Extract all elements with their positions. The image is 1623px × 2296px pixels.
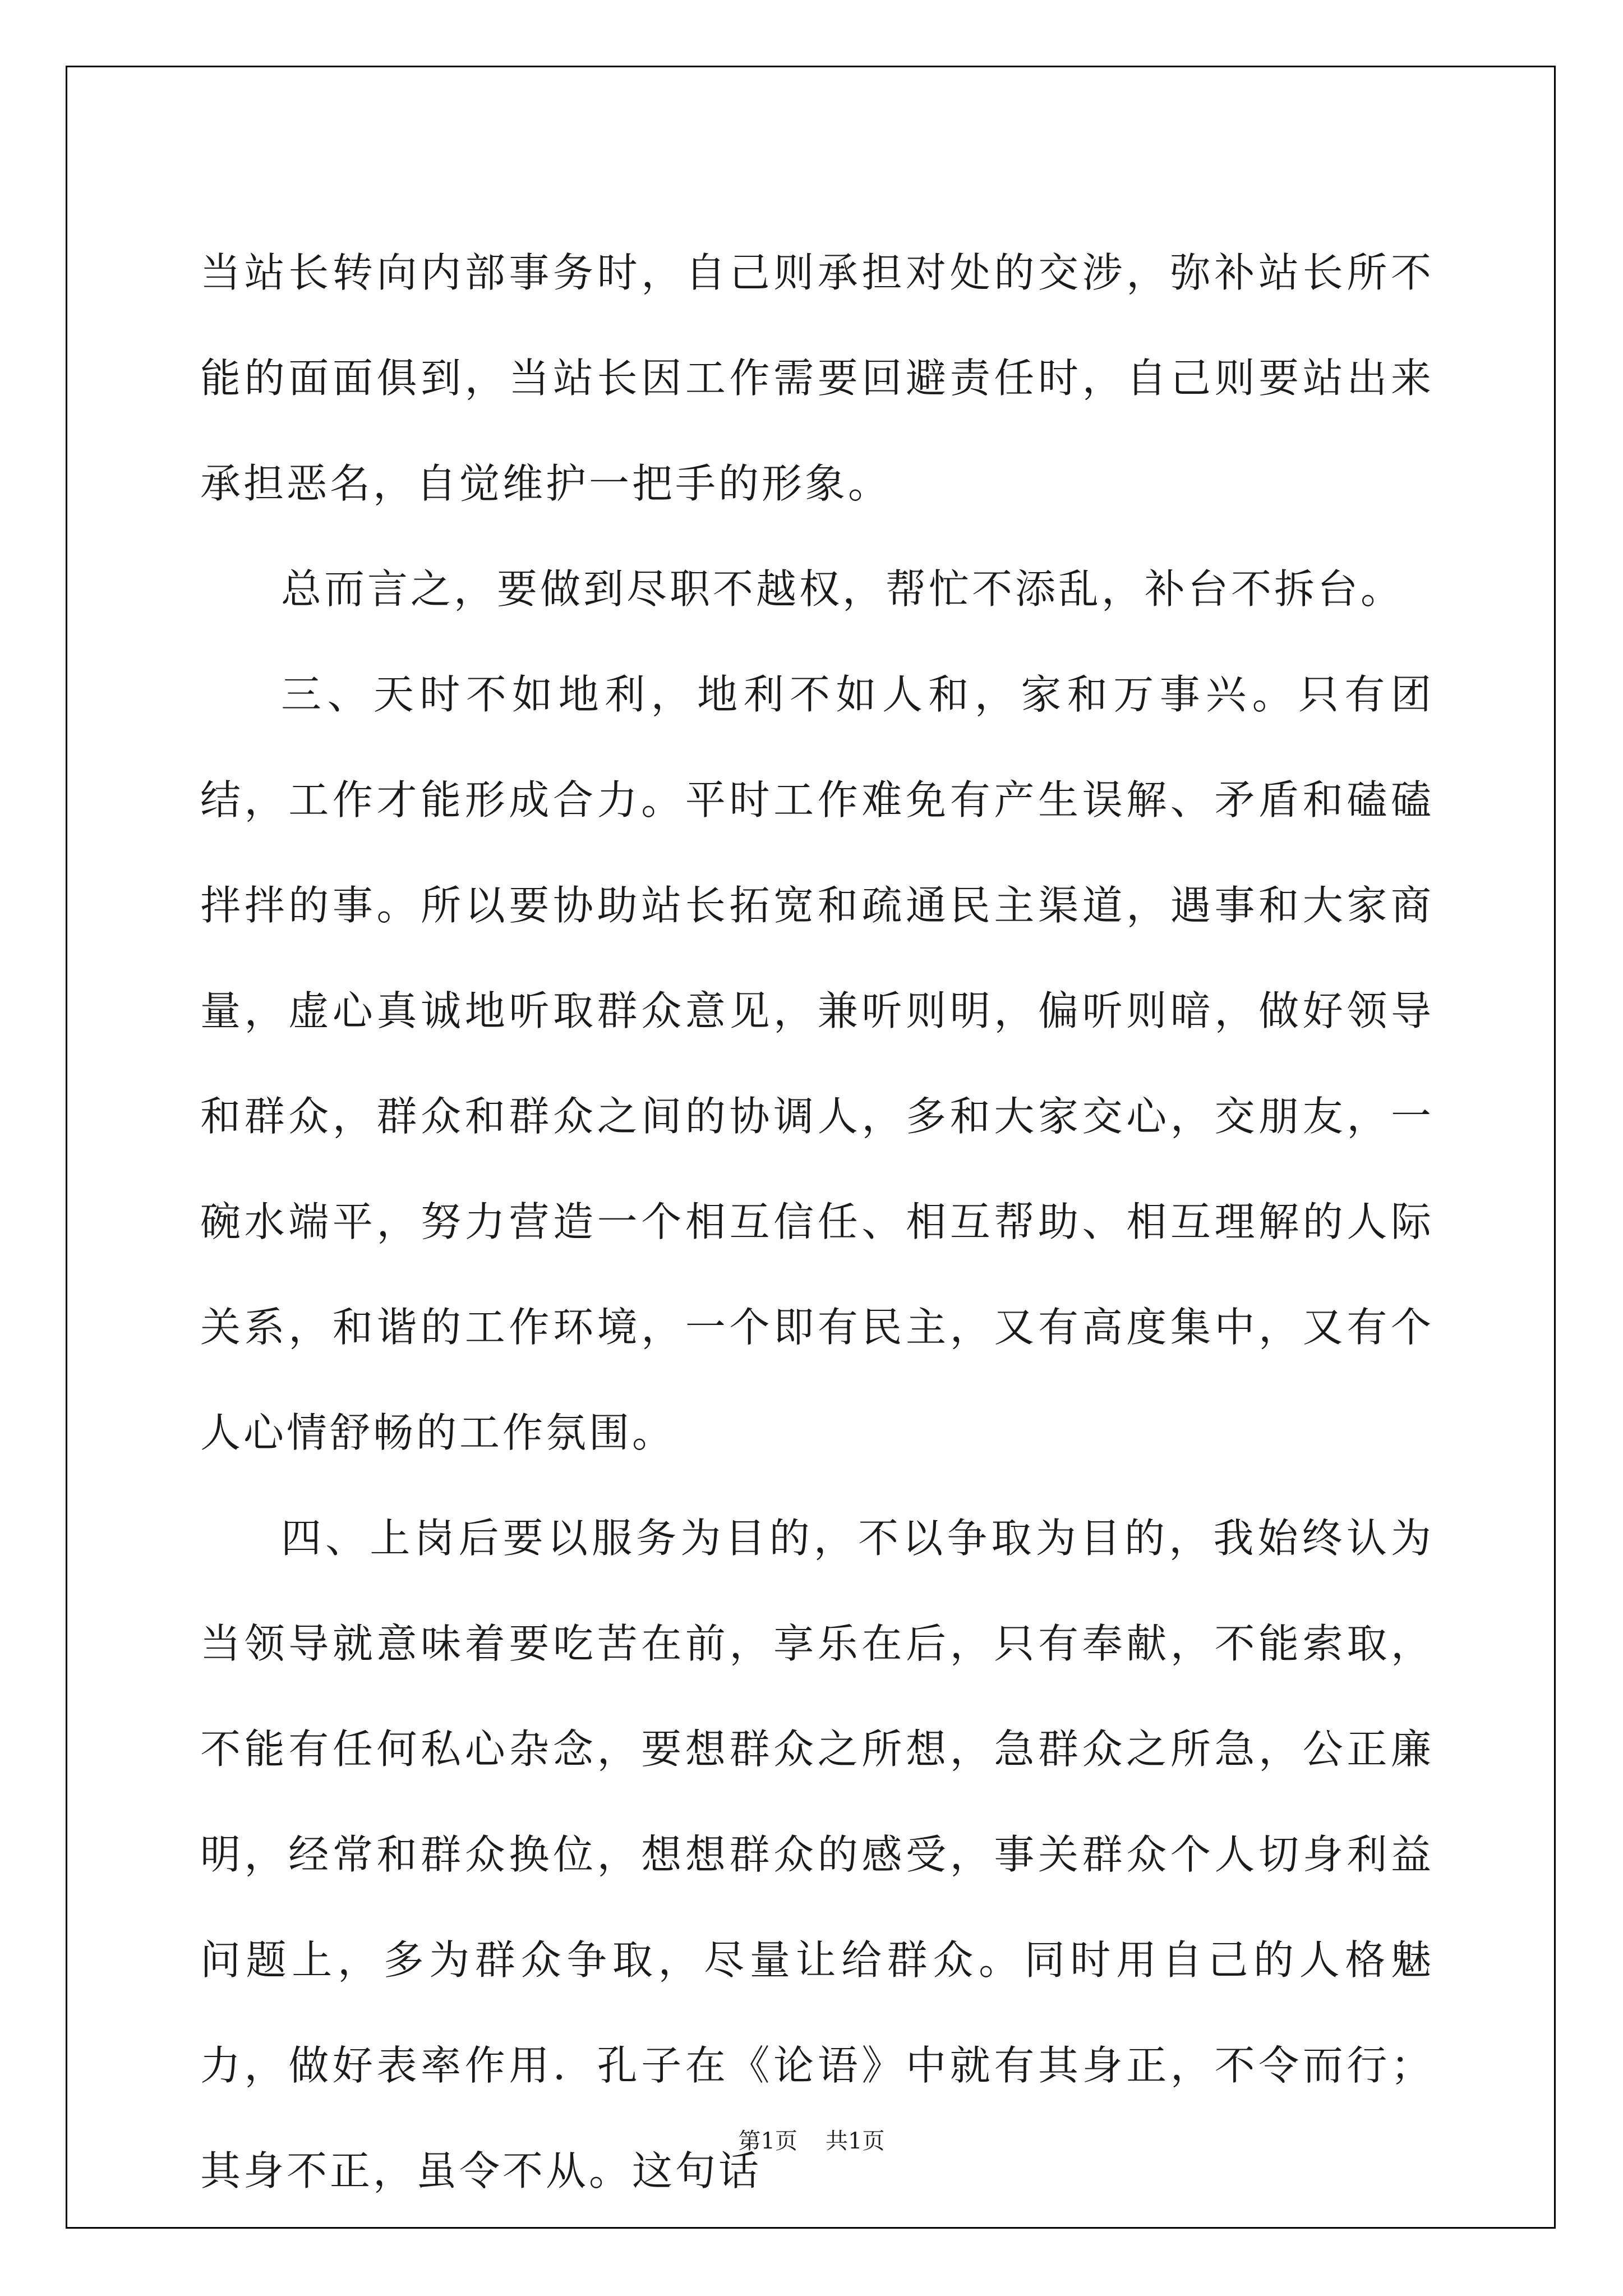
document-body [200, 220, 1434, 2224]
paragraph-2: 总而言之，要做到尽职不越权，帮忙不添乱，补台不拆台。 [281, 565, 1404, 613]
page-footer [0, 2123, 1623, 2155]
paragraph-4: 四、上岗后要以服务为目的，不以争取为目的，我始终认为当领导就意味着要吃苦在前，享乐在后，只有奉献，不能索取，不能有任何私心杂念，要想群众之所想，急群众之所急，公正廉明，经常和群众换位，想想群众的感受，事关群众个人切身利益问题上，多为群众争取，尽量让给群众。同时用自己的人格魅力，做好表率作用．孔子在《论语》中就有其身正，不令而行；其身不正，虽令不从。这句话 [200, 1515, 1434, 2194]
page-total: 共1页 [826, 2128, 885, 2154]
paragraph-3: 三、天时不如地利，地利不如人和，家和万事兴。只有团结，工作才能形成合力。平时工作难免有产生误解、矛盾和磕磕拌拌的事。所以要协助站长拓宽和疏通民主渠道，遇事和大家商量，虚心真诚地听取群众意见，兼听则明，偏听则暗，做好领导和群众，群众和群众之间的协调人，多和大家交心，交朋友，一碗水端平，努力营造一个相互信任、相互帮助、相互理解的人际关系，和谐的工作环境，一个即有民主，又有高度集中，又有个人心情舒畅的工作氛围。 [200, 671, 1434, 1456]
page-number: 第1页 [738, 2128, 797, 2154]
paragraph-1: 当站长转向内部事务时，自己则承担对处的交涉，弥补站长所不能的面面俱到，当站长因工作需要回避责任时，自己则要站出来承担恶名，自觉维护一把手的形象。 [200, 249, 1434, 507]
